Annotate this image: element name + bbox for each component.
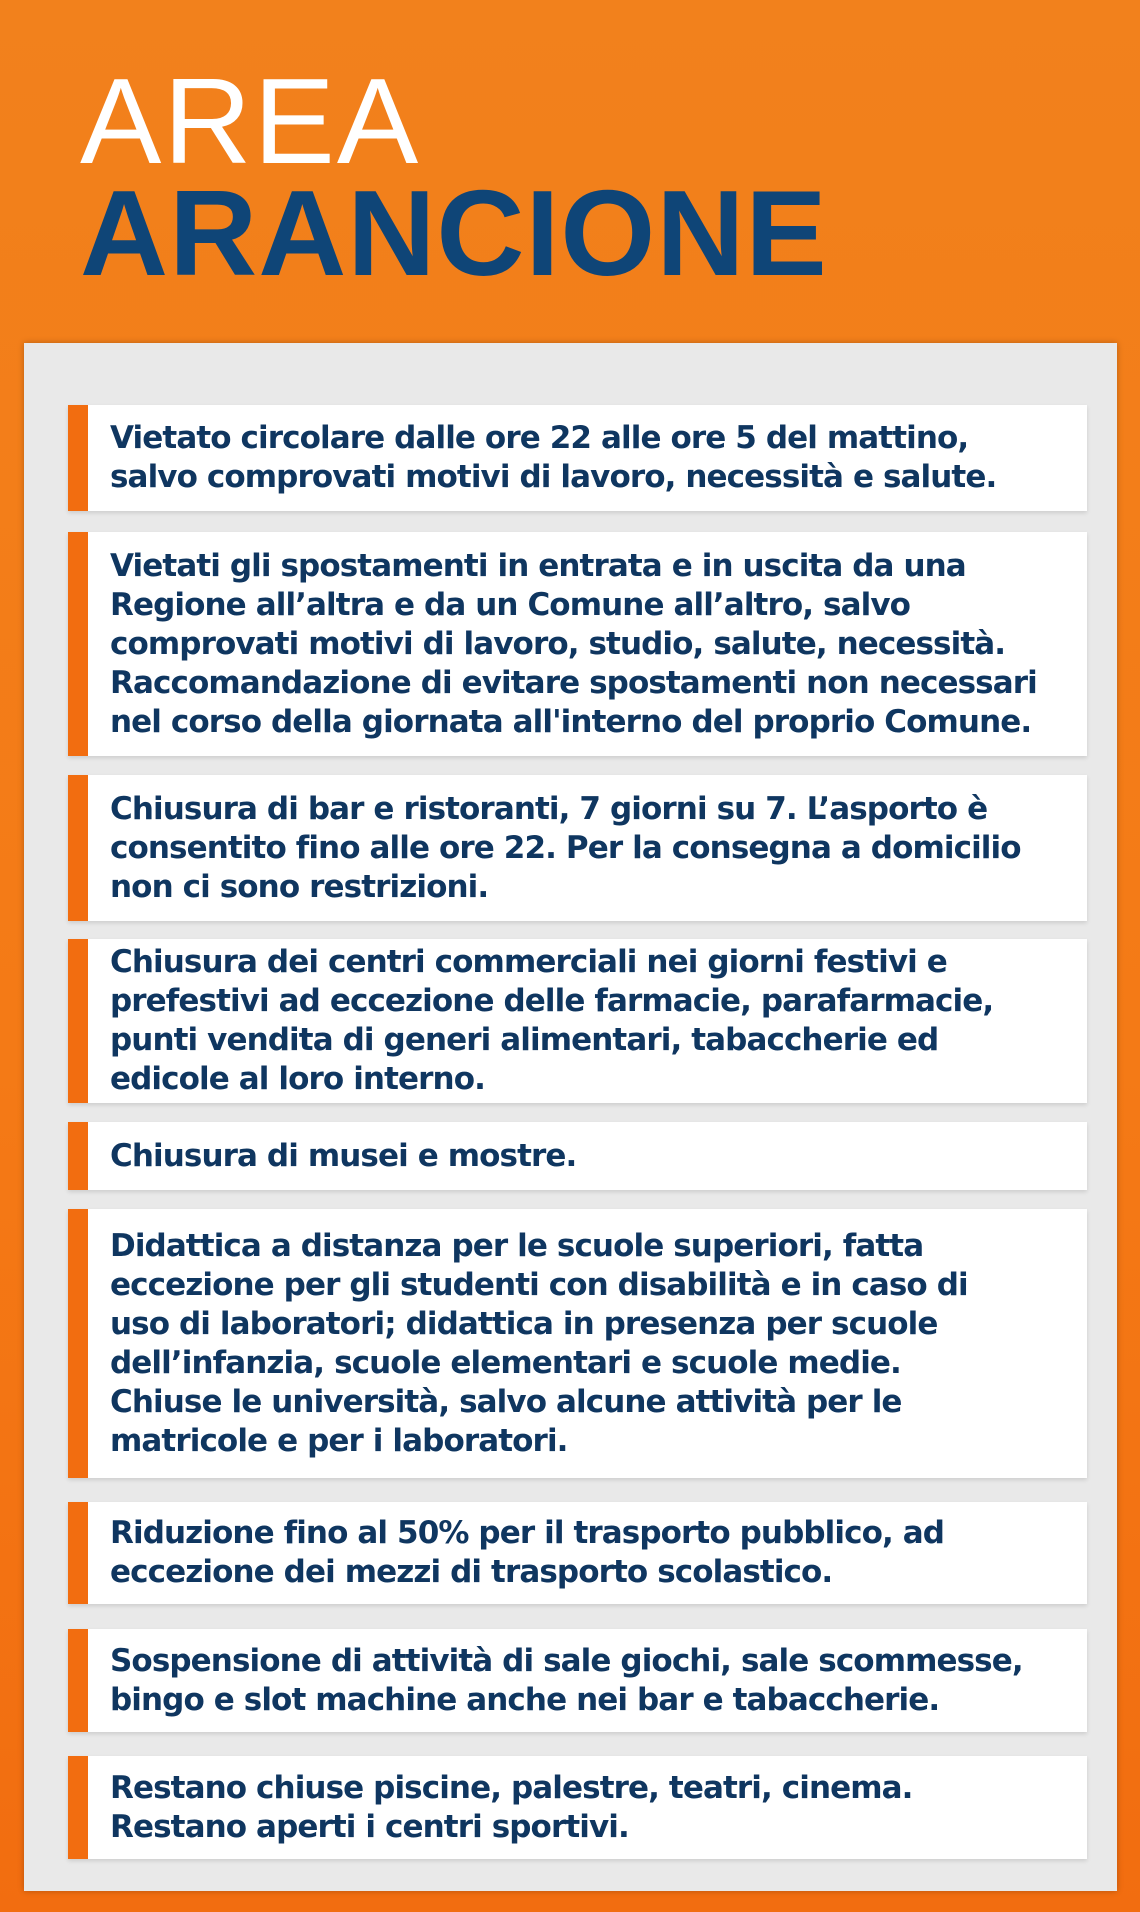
title-line-arancione: ARANCIONE — [80, 165, 828, 301]
rule-text: Restano chiuse piscine, palestre, teatri, cinema. Restano aperti i centri sportivi. — [110, 1769, 913, 1845]
rule-item-curfew — [68, 405, 1087, 511]
rule-text: Vietato circolare dalle ore 22 alle ore 5 del mattino, salvo comprovati motivi di lavoro, necessità e salute. — [110, 420, 997, 495]
rule-text: Chiusura dei centri commerciali nei giorni festivi e prefestivi ad eccezione delle farmacie, parafarmacie, punti vendita di generi alimentari, tabaccherie ed edicole al loro interno. — [110, 944, 994, 1097]
header — [80, 53, 1080, 301]
rule-item-shopping-centers — [68, 939, 1087, 1103]
rule-item-travel — [68, 532, 1087, 756]
title-line-area: AREA — [80, 53, 421, 189]
rules-panel — [24, 343, 1117, 1891]
rule-text: Chiusura di musei e mostre. — [110, 1137, 577, 1174]
rule-item-bars-restaurants — [68, 775, 1087, 921]
rule-text: Riduzione fino al 50% per il trasporto pubblico, ad eccezione dei mezzi di trasporto scolastico. — [110, 1515, 945, 1590]
rule-text: Vietati gli spostamenti in entrata e in uscita da una Regione all’altra e da un Comune all’altro, salvo comprovati motivi di lavoro, studio, salute, necessità. Raccomandazione di evitare spostamenti non necessari nel corso della giornata all'interno del proprio Comune. — [110, 547, 1037, 740]
rule-item-public-transport — [68, 1502, 1087, 1604]
rule-text: Didattica a distanza per le scuole superiori, fatta eccezione per gli studenti con disabilità e in caso di uso di laboratori; didattica in presenza per scuole dell’infanzia, scuole elementari e scuole medie. Chiuse le università, salvo alcune attività per le matricole e per i laboratori. — [110, 1227, 968, 1459]
rule-text: Chiusura di bar e ristoranti, 7 giorni su 7. L’asporto è consentito fino alle ore 22. Per la consegna a domicilio non ci sono restrizioni. — [110, 790, 1021, 905]
rule-item-gaming — [68, 1629, 1087, 1732]
rule-item-museums — [68, 1122, 1087, 1190]
rule-item-schools — [68, 1209, 1087, 1478]
rule-text: Sospensione di attività di sale giochi, sale scommesse, bingo e slot machine anche nei bar e tabaccherie. — [110, 1642, 1023, 1718]
rule-item-sports-culture — [68, 1756, 1087, 1859]
